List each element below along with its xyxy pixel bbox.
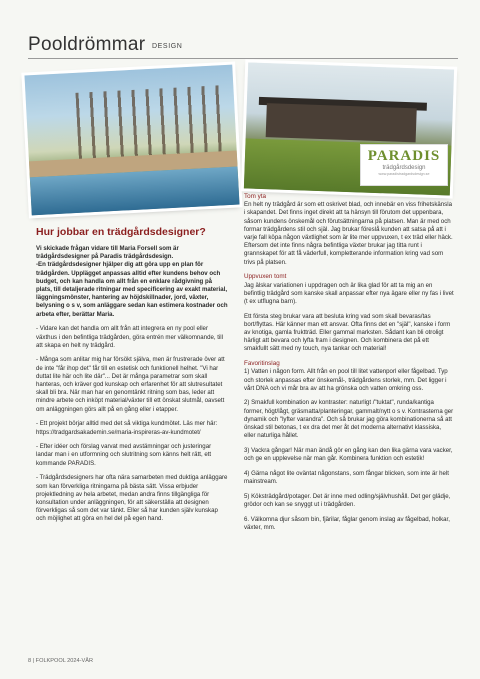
- right-paragraph: 4) Gärna något lite oväntat någonstans, som fångar blicken, som inte är helt mainstream.: [244, 469, 449, 486]
- page-header: [28, 34, 458, 59]
- section-heading: Tom yta: [244, 193, 267, 200]
- category-label: DESIGN: [152, 43, 183, 50]
- left-paragraph: - Ett projekt börjar alltid med det så viktiga kundmötet. Läs mer här: https://tradgardsakademin.se/maria-inspireras-av-kundmotet/: [36, 420, 218, 436]
- left-paragraph: - Vidare kan det handla om allt från att integrera en ny pool eller växthus i den befintliga trädgården, göra entrén mer välkomnande, till att skapa en helt ny trädgård.: [36, 325, 223, 349]
- right-paragraph: Ett första steg brukar vara att besluta kring vad som skall bevaras/tas bort/flyttas. Här känner man ett ansvar. Ofta finns det en "själ", kanske i form av knotiga, gamla fruktträd. Eller gammal marksten. Sådant kan bli otroligt härligt att bevara och lyfta fram i designen. Och kombinera det på ett smakfullt sätt med ny touch, nya tankar och material!: [244, 312, 451, 353]
- article-heading: Hur jobbar en trädgårdsdesigner?: [36, 226, 206, 238]
- right-paragraph: Jag älskar variationen i uppdragen och är lika glad för att ta mig an en befintlig trädgård som kanske skall anpassar efter nya ägare eller ny fas i livet (t ex utflugna barn).: [244, 281, 454, 305]
- left-paragraphs: [36, 245, 228, 524]
- section-heading: Uppvuxen tomt: [244, 273, 287, 281]
- paradis-logo: [360, 144, 448, 186]
- right-paragraph: En helt ny trädgård är som ett oskrivet blad, och innebär en viss frihetskänsla i skapandet. Det finns inget direkt att ta hänsyn till förutom det uppenbara, såsom kundens önskemål och förutsättningarna på platsen. Man är med och formar trädgårdens stil och själ. Jag brukar föreslå kunden att satsa på att i varje fall köpa någon växtlighet som är lite mer uppvuxen, t ex träd eller häck. Eftersom det inte finns några befintliga växter brukar jag titta runt i grannskapet för att få väderfull, kompletterande information kring vad som trivs på platsen.: [244, 201, 453, 266]
- logo-subtitle: trädgårdsdesign: [382, 165, 426, 171]
- logo-contact: www.paradistradgardsdesign.se: [378, 172, 430, 176]
- right-paragraph: 1) Vatten i någon form. Allt från en pool till litet vattenporl eller fågelbad. Typ och storlek anpassas efter önskemål-, trädgårdens storlek, mm. Det ligger i vårt DNA och vi mår bra av att ha grönska och vatten omkring oss.: [244, 368, 448, 392]
- left-column: [36, 226, 228, 530]
- left-paragraph: - Många som anlitar mig har försökt själva, men är frustrerade över att de inte "får ihop det" får till en estetisk och funktionell helhet. "Vi har duttat lite här och lite där"... Det är många parametrar som skall hanteras, och kräver god kunskap och erfarenhet för att slutresultatet skall bli bra. När man har en genomtänkt ritning som bas, leder att mindre arbete och inköpt material/växter till ett önskat slutmål, oavsett om anläggningen görs allt på en gång eller i etapper.: [36, 356, 225, 413]
- right-paragraphs: [244, 193, 454, 532]
- right-column: [244, 193, 454, 539]
- page-title: Pooldrömmar: [28, 34, 146, 55]
- page-footer: 8 | FOLKPOOL 2024-VÅR: [28, 658, 93, 664]
- right-paragraph: 6. Välkomna djur såsom bin, fjärilar, fåglar genom inslag av fågelbad, holkar, växter, mm.: [244, 515, 450, 531]
- left-paragraph: Vi skickade frågan vidare till Maria Forsell som är trädgårdsdesigner på Paradis trädgårdsdesign. -En trädgårdsdesigner hjälper dig att göra upp en plan för trädgården. Upplägget anpassas alltid efter kundens behov och budget, och kan handla om allt från en enklare rådgivning på plats, till detaljerade ritningar med specificering av exakt material, läggningsmönster, hantering av höjdskillnader, jord, växter, belysning o s v, som anläggare sedan kan estimera kostnader och arbeta efter, berättar Maria.: [36, 245, 228, 318]
- section-heading: Favoritinslag: [244, 360, 280, 368]
- right-paragraph: 3) Vackra gångar! När man ändå gör en gång kan den lika gärna vara vacker, och ge en upplevelse när man går. Kombinera funktion och estetik!: [244, 446, 453, 463]
- logo-name: PARADIS: [367, 148, 441, 164]
- pool-pergola-photo: [24, 65, 239, 216]
- house-shape: [266, 103, 417, 142]
- right-paragraph: 5) Köksträdgård/potager. Det är inne med odling/självhushåll. Det ger glädje, grödor och kan se snyggt ut i trädgården.: [244, 492, 451, 508]
- left-paragraph: - Efter idéer och förslag varvat med avstämningar och justeringar landar man i en utformning och slutritning som känns helt rätt, ett kommande PARADIS.: [36, 443, 212, 467]
- left-paragraph: - Trädgårdsdesigners har ofta nära samarbeten med duktiga anläggare som kan förverkliga ritningarna på bästa sätt. Vissa erbjuder projektledning av hela arbetet, medan andra finns tillgängliga för konsultation under anläggningen, för att säkerställa att designen förverkligas så som det var tänkt. Eller så har kunden själv kunskap och möjlighet att göra en hel del på egen hand.: [36, 474, 228, 523]
- right-paragraph: 2) Smakfull kombination av kontraster: naturligt /"tuktat", runda/kantiga former, högt/lågt, gräsmatta/planteringar, gammalt/nytt o s v. Kontrasterna ger dynamik och "lyfter varandra". Och så brukar jag göra kombinationerna så att önskad stil betonas, t ex dra det mer åt det moderna alternativt klassiska, eller naturliga hållet.: [244, 399, 454, 440]
